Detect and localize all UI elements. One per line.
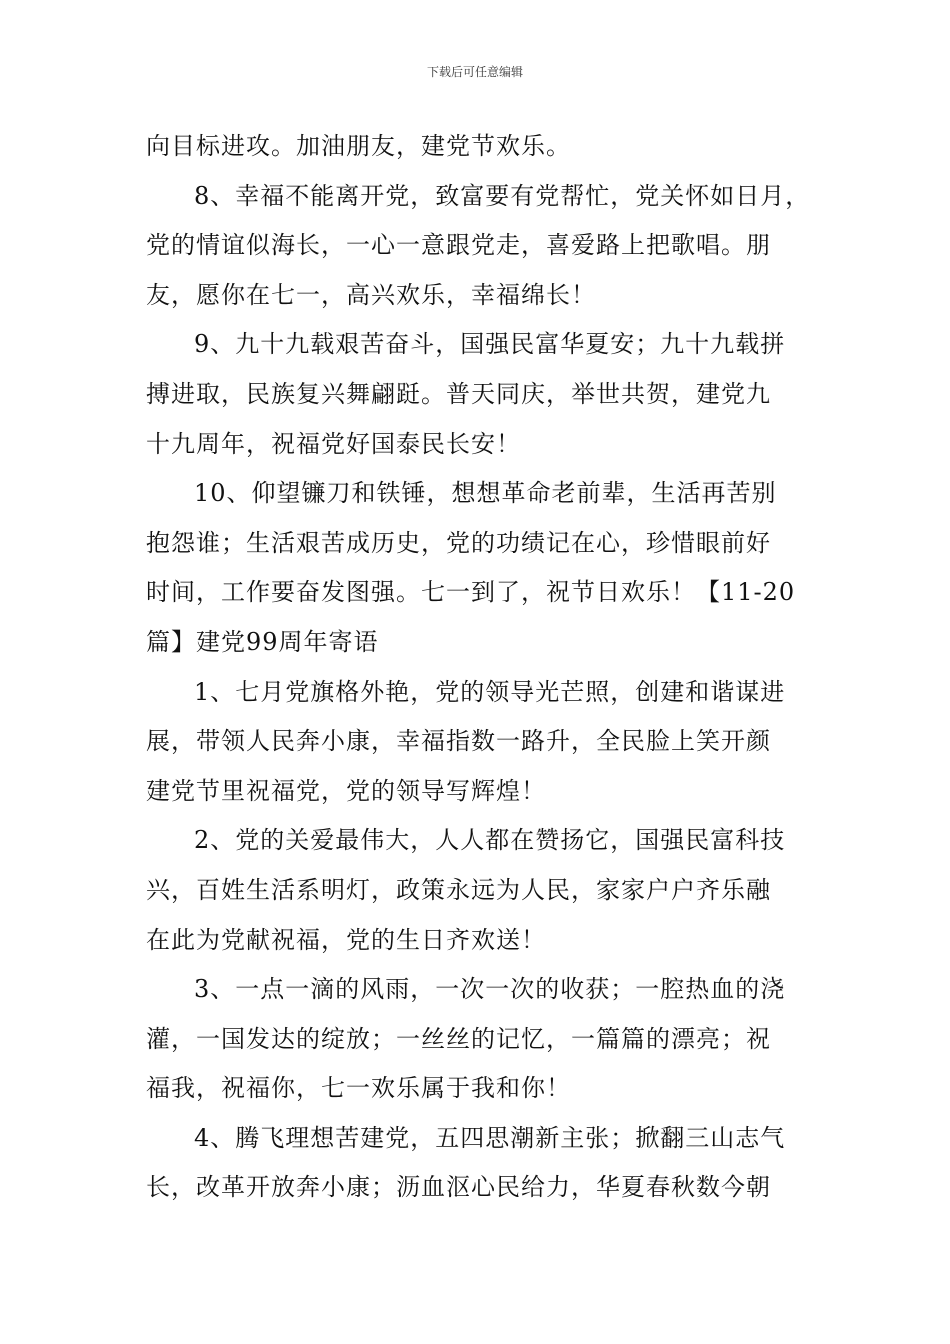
text-line: 福我，祝福你，七一欢乐属于我和你！ <box>146 1074 571 1103</box>
text-line: 抱怨谁；生活艰苦成历史，党的功绩记在心，珍惜眼前好 <box>146 528 771 557</box>
text-line: 4、腾飞理想苦建党，五四思潮新主张；掀翻三山志气 <box>194 1123 786 1152</box>
text-line: 1、七月党旗格外艳，党的领导光芒照，创建和谐谋进 <box>194 677 786 706</box>
text-line: 8、幸福不能离开党，致富要有党帮忙，党关怀如日月， <box>194 181 811 210</box>
text-line: 建党节里祝福党，党的领导写辉煌！ <box>146 776 546 805</box>
text-line: 2、党的关爱最伟大，人人都在赞扬它，国强民富科技 <box>194 826 786 855</box>
text-line: 长，改革开放奔小康；沥血沤心民给力，华夏春秋数今朝 <box>146 1173 771 1202</box>
text-line: 十九周年，祝福党好国泰民长安！ <box>146 429 521 458</box>
header-text: 下载后可任意编辑 <box>426 65 523 79</box>
text-line: 搏进取，民族复兴舞翩跹。普天同庆，举世共贺，建党九 <box>146 379 771 408</box>
document-body <box>146 122 810 1213</box>
text-line: 10、仰望镰刀和铁锤，想想革命老前辈，生活再苦别 <box>194 479 777 508</box>
text-line: 在此为党献祝福，党的生日齐欢送！ <box>146 925 546 954</box>
text-line: 3、一点一滴的风雨，一次一次的收获；一腔热血的浇 <box>194 975 786 1004</box>
page-header <box>0 64 950 80</box>
text-line: 展，带领人民奔小康，幸福指数一路升，全民脸上笑开颜 <box>146 727 771 756</box>
text-line: 篇】建党99周年寄语 <box>146 627 379 656</box>
text-line: 友，愿你在七一，高兴欢乐，幸福绵长！ <box>146 280 596 309</box>
text-line: 时间，工作要奋发图强。七一到了，祝节日欢乐！【11-20 <box>146 578 796 607</box>
text-line: 党的情谊似海长，一心一意跟党走，喜爱路上把歌唱。朋 <box>146 231 771 260</box>
text-line: 9、九十九载艰苦奋斗，国强民富华夏安；九十九载拼 <box>194 330 786 359</box>
text-line: 兴，百姓生活系明灯，政策永远为人民，家家户户齐乐融 <box>146 875 771 904</box>
text-line: 灌，一国发达的绽放；一丝丝的记忆，一篇篇的漂亮；祝 <box>146 1024 771 1053</box>
text-line: 向目标进攻。加油朋友，建党节欢乐。 <box>146 132 571 160</box>
